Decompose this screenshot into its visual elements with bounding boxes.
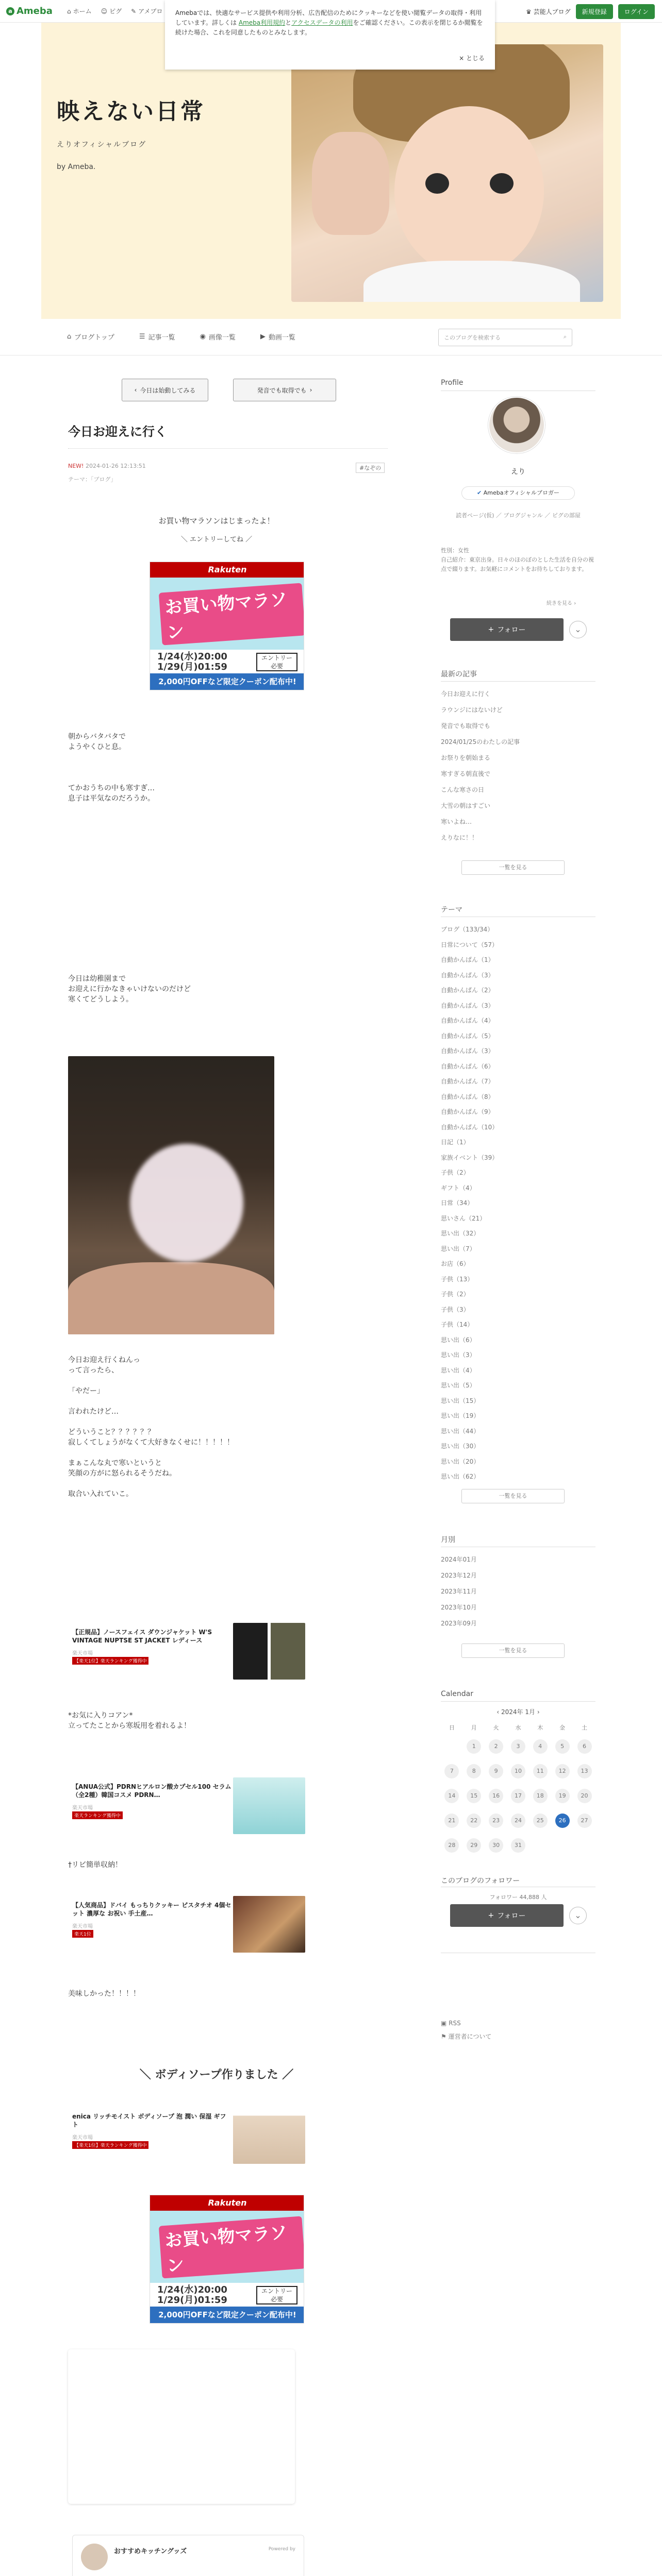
video-icon: ▶ xyxy=(260,333,266,341)
recent-entry-link[interactable]: こんな寒さの日 xyxy=(441,786,485,793)
theme-link[interactable]: 自動かんぱん（1） xyxy=(441,956,494,963)
recent-entry-link[interactable]: えりなに！！ xyxy=(441,834,478,841)
theme-link[interactable]: 家族イベント（39） xyxy=(441,1154,499,1161)
recent-entry-link[interactable]: 大雪の朝はすごい xyxy=(441,802,491,809)
ameba-logo-icon: a xyxy=(6,7,14,15)
follow-button[interactable]: + フォロー xyxy=(450,618,564,641)
product-image xyxy=(233,1623,305,1680)
reco-avatar xyxy=(81,2544,108,2570)
theme-link[interactable]: 思い出（6） xyxy=(441,1336,476,1344)
entry-paragraph-6: †リビ簡単収納！ xyxy=(68,1861,122,1869)
promo-title: お買い物マラソンはじまったよ！ xyxy=(158,516,275,526)
entry-paragraph-7: 美味しかった！！！！ xyxy=(68,1990,140,1998)
theme-link[interactable]: 思い出（5） xyxy=(441,1382,476,1389)
theme-link[interactable]: 自動かんぱん（6） xyxy=(441,1062,494,1070)
calendar-day[interactable]: 2 xyxy=(485,1734,507,1759)
nav-video-list[interactable]: ▶ 動画一覧 xyxy=(260,333,295,342)
entry-paragraph-2: てかおうちの中も寒すぎ… 息子は平気なのだろうか。 xyxy=(68,784,155,803)
recent-heading: 最新の記事 xyxy=(441,670,477,679)
blog-subtitle: えりオフィシャルブログ xyxy=(57,141,147,149)
rss-link[interactable]: ▣ RSS xyxy=(441,2020,461,2027)
cookie-notice: Amebaでは、快適なサービス提供や利用分析、広告配信のためにクッキーなどを使い閲覧データの取得・利用しています。詳しくは Ameba利用規約とアクセスデータの利用をご確認ください。この表示を閉じるか閲覧を続けた場合、これを同意したものとみなします。 × とじる xyxy=(165,0,495,70)
home-icon: ⌂ xyxy=(67,7,71,15)
follow-menu-button[interactable] xyxy=(569,621,587,638)
theme-link[interactable]: 思い出（44） xyxy=(441,1427,480,1435)
login-button[interactable]: ログイン xyxy=(618,4,655,19)
calendar-day xyxy=(441,1734,463,1759)
monthly-heading: 月別 xyxy=(441,1536,455,1544)
theme-link[interactable]: 日記（1） xyxy=(441,1139,470,1146)
calendar-day[interactable]: 30 xyxy=(485,1833,507,1858)
promo-sub: ＼ エントリーしてね ／ xyxy=(180,536,253,544)
recent-entry-link[interactable]: ラウンジにはないけど xyxy=(441,706,503,714)
theme-link[interactable]: 思い出（4） xyxy=(441,1366,476,1374)
profile-name[interactable]: えり xyxy=(511,468,525,476)
product-image xyxy=(233,1777,305,1834)
calendar-day[interactable]: 12 xyxy=(551,1759,573,1784)
theme-link[interactable]: ギフト（4） xyxy=(441,1184,476,1192)
list-icon: ☰ xyxy=(139,333,145,341)
theme-link[interactable]: 子供（2） xyxy=(441,1169,470,1176)
top-nav-ameblo[interactable]: ✎ アメブロ xyxy=(131,7,163,15)
ranking-link[interactable]: ♛ 芸能人ブログ xyxy=(525,8,571,15)
chevron-down-icon: ⌄ xyxy=(574,1910,582,1920)
month-link[interactable]: 2023年10月 xyxy=(441,1604,477,1611)
calendar-day[interactable]: 20 xyxy=(573,1784,595,1808)
entry-photo[interactable] xyxy=(68,1056,274,1334)
body-soap-heading: ＼ ボディソープ作りました ／ xyxy=(139,2069,294,2081)
theme-more-button[interactable]: 一覧を見る xyxy=(461,1489,565,1503)
recommended-box xyxy=(72,2535,304,2576)
ameba-logo[interactable]: a Ameba xyxy=(6,6,53,16)
theme-link[interactable]: 思い出（3） xyxy=(441,1351,476,1359)
calendar-day[interactable]: 26 xyxy=(551,1808,573,1833)
calendar-day[interactable]: 5 xyxy=(551,1734,573,1759)
theme-link[interactable]: 子供（14） xyxy=(441,1321,474,1328)
nav-entry-list[interactable]: ☰ 記事一覧 xyxy=(139,333,175,342)
report-link[interactable]: ⚑ 運営者について xyxy=(441,2033,492,2040)
product-card[interactable]: 【ANUA公式】PDRNヒアルロン酸カプセル100 セラム（全2種）韓国コスメ PDRN… 楽天市場 楽天ランキング獲得中 xyxy=(68,1777,305,1834)
chevron-right-icon: › xyxy=(574,601,576,606)
nav-image-list[interactable]: ◉ 画像一覧 xyxy=(200,333,236,342)
calendar-day[interactable]: 6 xyxy=(573,1734,595,1759)
access-data-link[interactable]: アクセスデータの利用 xyxy=(291,19,353,26)
theme-link[interactable]: ブログ（133/34） xyxy=(441,926,494,933)
blog-nav xyxy=(0,319,662,355)
theme-link[interactable]: 自動かんぱん（3） xyxy=(441,1047,494,1055)
blog-search-input[interactable]: このブログを検索する ⌕ xyxy=(438,329,572,346)
monthly-more-button[interactable]: 一覧を見る xyxy=(461,1643,565,1658)
calendar-day[interactable]: 23 xyxy=(485,1808,507,1833)
calendar-day[interactable]: 22 xyxy=(463,1808,485,1833)
calendar-day[interactable]: 27 xyxy=(573,1808,595,1833)
recent-entry-link[interactable]: 発音でも取得でも xyxy=(441,722,491,730)
chevron-left-icon[interactable]: ‹ xyxy=(496,1708,500,1716)
header-photo xyxy=(291,44,603,302)
chevron-left-icon: ‹ xyxy=(134,386,137,394)
theme-link[interactable]: 自動かんぱん（2） xyxy=(441,987,494,994)
chevron-down-icon: ⌄ xyxy=(574,624,582,634)
theme-link[interactable]: 日常（34） xyxy=(441,1199,474,1207)
product-image xyxy=(233,2107,305,2164)
theme-link[interactable]: お店（6） xyxy=(441,1260,470,1267)
theme-link[interactable]: 自動かんぱん（3） xyxy=(441,1002,494,1009)
theme-link[interactable]: 子供（13） xyxy=(441,1275,474,1283)
theme-link[interactable]: 自動かんぱん（5） xyxy=(441,1032,494,1040)
reco-powered-by: Powered by xyxy=(268,2547,295,2552)
theme-link[interactable]: 自動かんぱん（4） xyxy=(441,1017,494,1024)
theme-link[interactable]: 日常について（57） xyxy=(441,941,499,948)
follow-button-2[interactable]: + フォロー xyxy=(450,1904,564,1927)
theme-link[interactable]: 思い出（19） xyxy=(441,1412,480,1419)
rakuten-banner[interactable]: Rakuten お買い物マラソン 1/24(水)20:00 1/29(月)01:59 エントリー 必要 2,000円OFFなど限定クーポン配布中! xyxy=(150,2195,304,2324)
camera-icon: ◉ xyxy=(200,333,206,341)
cookie-close-button[interactable]: × とじる xyxy=(459,55,485,62)
blog-title[interactable]: 映えない日常 xyxy=(57,98,205,125)
product-card[interactable]: 【人気商品】ドバイ もっちりクッキー ピスタチオ 4個セット 濃厚な お祝い 手土産… 楽天市場 楽天1位 xyxy=(68,1896,305,1953)
entry-title[interactable]: 今日お迎えに行く xyxy=(68,425,167,439)
theme-link[interactable]: 子供（2） xyxy=(441,1291,470,1298)
pigg-icon: ☺ xyxy=(101,7,108,15)
terms-link[interactable]: Ameba利用規約 xyxy=(238,19,286,26)
top-right xyxy=(526,4,655,19)
calendar-weekday: 火 xyxy=(493,1724,499,1731)
theme-link[interactable]: 自動かんぱん（7） xyxy=(441,1078,494,1085)
calendar-weekday: 金 xyxy=(559,1724,566,1731)
calendar-day[interactable]: 9 xyxy=(485,1759,507,1784)
check-icon: ✔ xyxy=(476,489,482,496)
calendar-day[interactable]: 7 xyxy=(441,1759,463,1784)
calendar-day[interactable]: 31 xyxy=(507,1833,529,1858)
calendar-day[interactable]: 15 xyxy=(463,1784,485,1808)
calendar-weekday: 日 xyxy=(449,1724,455,1731)
recent-entry-link[interactable]: 寒いよね… xyxy=(441,818,472,825)
recent-entry-link[interactable]: 今日お迎えに行く xyxy=(441,690,491,698)
calendar-day[interactable]: 19 xyxy=(551,1784,573,1808)
blog-by: by Ameba. xyxy=(57,163,96,171)
rakuten-banner[interactable]: Rakuten お買い物マラソン 1/24(水)20:00 1/29(月)01:59 エントリー 必要 2,000円OFFなど限定クーポン配布中! xyxy=(150,562,304,690)
entry-theme[interactable]: テーマ：「ブログ」 xyxy=(68,476,117,483)
prev-entry-button[interactable]: ‹ 今日は始動してみる xyxy=(122,379,208,401)
followers-count: フォロワー 44,888 人 xyxy=(489,1894,547,1901)
calendar-day[interactable]: 14 xyxy=(441,1784,463,1808)
calendar-weekday: 月 xyxy=(471,1724,477,1731)
ad-placeholder xyxy=(68,2349,295,2504)
theme-link[interactable]: 思い出（32） xyxy=(441,1230,480,1237)
theme-link[interactable]: 思い出（62） xyxy=(441,1473,480,1480)
entry-meta: NEW! 2024-01-26 12:13:51 xyxy=(68,463,146,469)
calendar-day[interactable]: 4 xyxy=(529,1734,551,1759)
calendar-day[interactable]: 18 xyxy=(529,1784,551,1808)
profile-avatar[interactable] xyxy=(488,397,545,453)
theme-link[interactable]: 自動かんぱん（3） xyxy=(441,971,494,979)
next-entry-button[interactable]: 発音でも取得でも › xyxy=(233,379,336,401)
entry-paragraph-4: 今日お迎え行くねんっ って言ったら、 「やだー」 言われたけど… どういうこと？？？？？？ 寂しくてしょうがなくて大好きなくせに！！！！！ まぁこんな丸で寒いというと 笑顔の方がに怒られるそうだね。 取合い入れていこ。 xyxy=(68,1356,234,1498)
top-nav-home[interactable]: ⌂ ホーム xyxy=(67,7,92,15)
recent-entry-link[interactable]: 寒すぎる朝直後で xyxy=(441,770,491,777)
calendar-day[interactable]: 29 xyxy=(463,1833,485,1858)
theme-link[interactable]: 思い出（20） xyxy=(441,1458,480,1465)
entry-paragraph-3: 今日は幼稚園まで お迎えに行かなきゃいけないのだけど 寒くてどうしよう。 xyxy=(68,975,191,1004)
calendar-day[interactable]: 25 xyxy=(529,1808,551,1833)
calendar-day[interactable]: 13 xyxy=(573,1759,595,1784)
calendar-day[interactable]: 8 xyxy=(463,1759,485,1784)
theme-link[interactable]: 自動かんぱん（8） xyxy=(441,1093,494,1100)
calendar-day[interactable]: 28 xyxy=(441,1833,463,1858)
follow-menu-button-2[interactable] xyxy=(569,1907,587,1924)
calendar-day[interactable]: 21 xyxy=(441,1808,463,1833)
profile-bio: 性別：女性 自己紹介：東京出身。日々のほのぼのとした生活を自分の視点で綴ります。お気軽にコメントをお待ちしております。 xyxy=(441,547,594,572)
recent-entry-link[interactable]: お祭りを朝始まる xyxy=(441,754,491,761)
month-link[interactable]: 2023年12月 xyxy=(441,1572,477,1579)
theme-heading: テーマ xyxy=(441,906,462,914)
pen-icon: ✎ xyxy=(131,7,137,15)
theme-link[interactable]: 思いさん（21） xyxy=(441,1214,486,1222)
profile-links[interactable]: 読者ページ(仮) ／ ブログジャンル ／ ピグの部屋 xyxy=(456,512,581,519)
calendar-day[interactable]: 10 xyxy=(507,1759,529,1784)
calendar-weekday: 木 xyxy=(537,1724,543,1731)
chevron-right-icon[interactable]: › xyxy=(537,1708,540,1716)
month-link[interactable]: 2023年09月 xyxy=(441,1620,477,1627)
house-icon: ⌂ xyxy=(67,333,72,341)
calendar-day[interactable]: 24 xyxy=(507,1808,529,1833)
top-nav xyxy=(67,7,163,15)
theme-link[interactable]: 思い出（7） xyxy=(441,1245,476,1252)
calendar-day xyxy=(529,1833,551,1858)
theme-link[interactable]: 思い出（30） xyxy=(441,1443,480,1450)
theme-link[interactable]: 自動かんぱん（9） xyxy=(441,1108,494,1115)
profile-more-link[interactable]: 続きを見る › xyxy=(547,601,576,606)
calendar-table xyxy=(441,1721,595,1858)
theme-link[interactable]: 子供（3） xyxy=(441,1306,470,1313)
calendar-heading: Calendar xyxy=(441,1690,473,1698)
calendar-day[interactable]: 1 xyxy=(463,1734,485,1759)
chevron-right-icon: › xyxy=(309,386,312,394)
search-icon[interactable]: ⌕ xyxy=(563,333,567,340)
nav-blog-top[interactable]: ⌂ ブログトップ xyxy=(67,333,114,342)
top-nav-pigg[interactable]: ☺ ピグ xyxy=(101,7,122,15)
plus-icon: + xyxy=(488,1911,494,1920)
flag-icon: ⚑ xyxy=(441,2033,446,2040)
calendar-day[interactable]: 16 xyxy=(485,1784,507,1808)
calendar-month: ‹ 2024年 1月 › xyxy=(496,1708,540,1716)
profile-heading: Profile xyxy=(441,379,464,387)
signup-button[interactable]: 新規登録 xyxy=(576,4,613,19)
calendar-weekday: 土 xyxy=(582,1724,588,1731)
month-link[interactable]: 2023年11月 xyxy=(441,1588,477,1595)
theme-link[interactable]: 自動かんぱん（10） xyxy=(441,1123,499,1131)
rss-icon: ▣ xyxy=(441,2020,447,2027)
calendar-day[interactable]: 3 xyxy=(507,1734,529,1759)
followers-heading: このブログのフォロワー xyxy=(441,1877,520,1885)
reco-title: おすすめキッチングッズ xyxy=(114,2548,187,2555)
calendar-weekday: 水 xyxy=(515,1724,521,1731)
calendar-day[interactable]: 11 xyxy=(529,1759,551,1784)
product-image xyxy=(233,1896,305,1953)
product-card[interactable]: 【正規品】ノースフェイス ダウンジャケット W'S VINTAGE NUPTSE ST JACKET レディース 楽天市場 【楽天1位】楽天ランキング獲得中 xyxy=(68,1623,305,1680)
entry-date: NEW! xyxy=(68,463,84,469)
plus-icon: + xyxy=(488,625,494,634)
blog-title-box xyxy=(57,93,211,247)
calendar-day xyxy=(551,1833,573,1858)
product-card[interactable]: enica リッチモイスト ボディソープ 泡 潤い 保湿 ギフト 楽天市場 【楽天1位】楽天ランキング獲得中 xyxy=(68,2107,305,2164)
entry-paragraph-1: 朝からバタバタで ようやくひと息。 xyxy=(68,733,126,751)
crown-icon: ♛ xyxy=(525,8,532,15)
recent-more-button[interactable]: 一覧を見る xyxy=(461,860,565,875)
close-icon: × xyxy=(459,55,465,62)
calendar-day[interactable]: 17 xyxy=(507,1784,529,1808)
entry-tag[interactable]: #なぞの xyxy=(356,463,385,473)
recent-entry-link[interactable]: 2024/01/25のわたしの記事 xyxy=(441,738,520,745)
entry-paragraph-5: *お気に入りコアン* 立ってたことから寒坂用を着れるよ！ xyxy=(68,1711,191,1730)
month-link[interactable]: 2024年01月 xyxy=(441,1556,477,1563)
theme-link[interactable]: 思い出（15） xyxy=(441,1397,480,1404)
official-badge: ✔ Amebaオフィシャルブロガー xyxy=(461,486,575,500)
calendar-day xyxy=(573,1833,595,1858)
